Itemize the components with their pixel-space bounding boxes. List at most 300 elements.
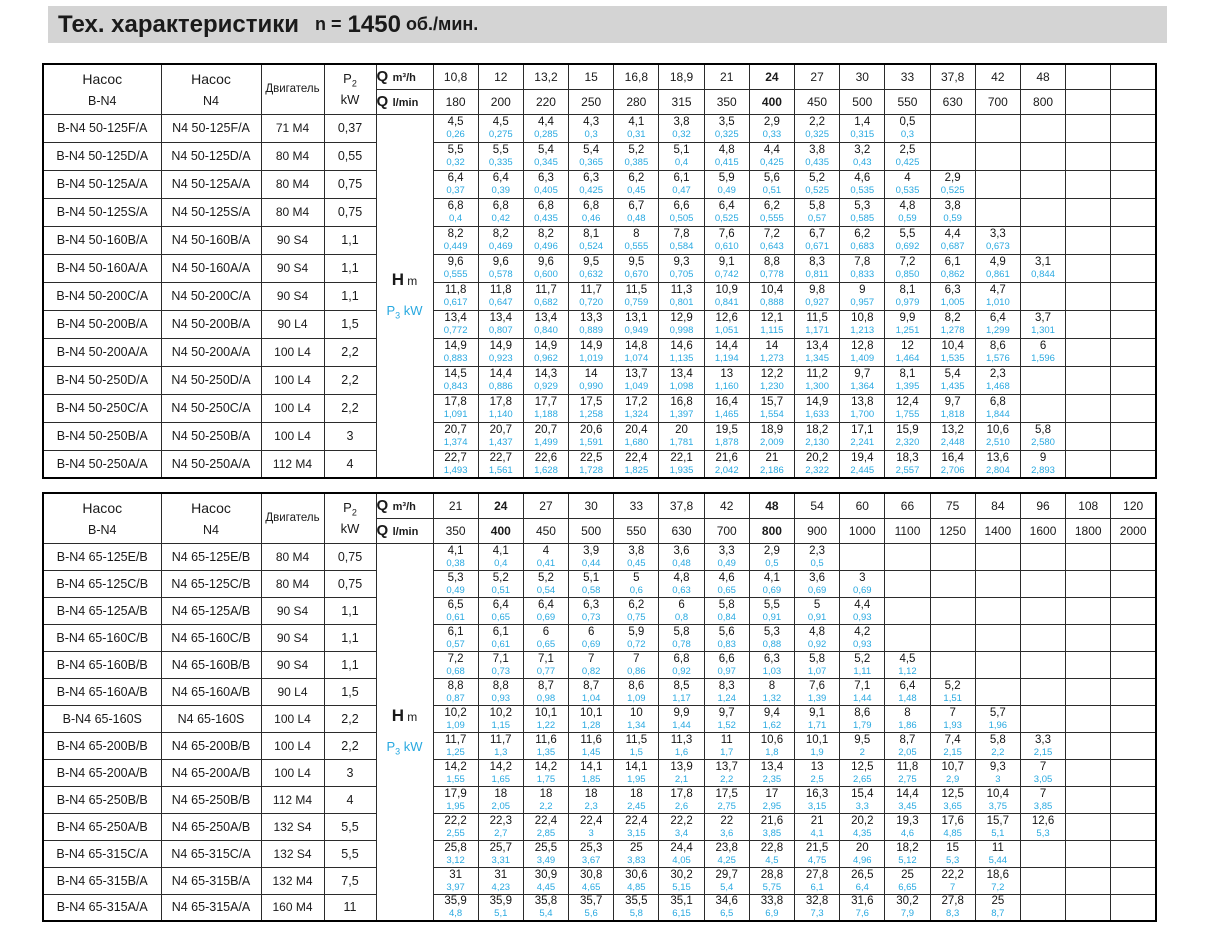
h-value: 5,9 xyxy=(718,172,735,184)
data-cell xyxy=(569,142,614,170)
p3-value: 2,241 xyxy=(850,437,875,448)
p3-value: 0,687 xyxy=(940,241,965,252)
data-cell xyxy=(1111,254,1156,282)
data-cell xyxy=(478,543,523,570)
p3-value: 5,44 xyxy=(988,854,1008,866)
h-value: 5,2 xyxy=(628,144,645,156)
h-value: 6,3 xyxy=(944,284,961,296)
data-cell xyxy=(930,310,975,338)
h-value: 0,5 xyxy=(899,116,916,128)
pump-bn4-cell: B-N4 50-125S/A xyxy=(43,198,161,226)
data-cell xyxy=(1111,624,1156,651)
p3-value: 1,464 xyxy=(895,353,920,364)
pump-row xyxy=(43,840,1156,867)
pump-n4-cell: N4 65-315C/A xyxy=(161,840,261,867)
p3-value: 0,65 xyxy=(491,611,511,623)
h-value: 3,5 xyxy=(718,116,735,128)
data-cell xyxy=(614,678,659,705)
h-value: 4 xyxy=(904,172,911,184)
pump-bn4-cell: B-N4 65-160A/B xyxy=(43,678,161,705)
p3-value: 8,3 xyxy=(946,908,960,920)
pump-bn4-cell: B-N4 65-250B/B xyxy=(43,786,161,813)
p3-value: 3 xyxy=(588,827,594,839)
h-value: 2,9 xyxy=(763,116,780,128)
pump-row xyxy=(43,394,1156,422)
p3-value: 0,5 xyxy=(810,557,824,569)
p3-value: 1,95 xyxy=(627,773,646,785)
data-cell xyxy=(569,813,614,840)
data-cell xyxy=(704,282,749,310)
p3-value: 1,45 xyxy=(581,746,601,758)
pump-n4-cell: N4 65-200B/B xyxy=(161,732,261,759)
data-cell xyxy=(704,394,749,422)
data-cell xyxy=(975,813,1020,840)
pump-row xyxy=(43,867,1156,894)
data-cell xyxy=(523,678,568,705)
data-cell xyxy=(840,732,885,759)
data-cell xyxy=(930,543,975,570)
data-cell xyxy=(478,759,523,786)
h-value: 5,5 xyxy=(447,144,464,156)
p3-value: 2,706 xyxy=(940,464,965,476)
p3-value: 1,115 xyxy=(760,325,784,336)
h-value: 20,2 xyxy=(851,814,874,827)
p3-value: 1,86 xyxy=(898,719,917,731)
data-cell xyxy=(614,624,659,651)
data-cell xyxy=(1111,813,1156,840)
p3-value: 5,4 xyxy=(539,908,553,920)
p3-value: 0,496 xyxy=(534,241,558,252)
data-cell xyxy=(749,170,794,198)
p3-value: 0,285 xyxy=(534,129,558,140)
data-cell xyxy=(885,543,930,570)
h-value: 5 xyxy=(633,571,640,584)
h-value: 14,8 xyxy=(625,340,648,352)
h-value: 20,2 xyxy=(805,451,829,464)
q-m3h-value: 27 xyxy=(795,64,840,89)
h-value: 14 xyxy=(584,368,598,380)
pump-bn4-cell: B-N4 65-160C/B xyxy=(43,624,161,651)
h-value: 14,9 xyxy=(805,396,829,408)
h-value: 6,3 xyxy=(763,652,780,665)
p2-cell: 1,1 xyxy=(324,597,376,624)
data-cell xyxy=(975,786,1020,813)
data-cell xyxy=(523,732,568,759)
data-cell xyxy=(930,651,975,678)
h-value: 5,2 xyxy=(492,571,509,584)
p3-value: 0,63 xyxy=(672,584,691,596)
p3-value: 3,67 xyxy=(581,854,601,866)
p3-value: 0,525 xyxy=(714,213,739,224)
data-cell xyxy=(930,813,975,840)
p3-value: 1,24 xyxy=(717,692,736,704)
data-cell xyxy=(659,813,704,840)
data-cell xyxy=(614,786,659,813)
data-cell xyxy=(1020,282,1065,310)
data-cell xyxy=(975,678,1020,705)
data-cell xyxy=(749,338,794,366)
data-cell xyxy=(1111,543,1156,570)
data-cell xyxy=(885,813,930,840)
p3-value: 0,98 xyxy=(536,692,556,704)
data-cell xyxy=(1066,282,1111,310)
data-cell xyxy=(795,338,840,366)
p3-value: 0,57 xyxy=(807,213,827,224)
data-cell xyxy=(433,114,478,142)
h-value: 16,3 xyxy=(805,787,829,800)
data-cell xyxy=(930,422,975,450)
data-cell xyxy=(659,366,704,394)
p3-value: 1,395 xyxy=(895,381,920,392)
data-cell xyxy=(885,394,930,422)
h-value: 11,3 xyxy=(670,733,693,746)
h-value: 9,6 xyxy=(537,256,554,268)
h-value: 13,9 xyxy=(670,760,693,773)
p2-cell: 3 xyxy=(324,759,376,786)
p3-value: 0,425 xyxy=(579,185,604,196)
p3-value: 0,47 xyxy=(672,185,691,196)
h-value: 6,2 xyxy=(763,200,780,212)
motor-cell: 90 L4 xyxy=(261,310,324,338)
data-cell xyxy=(704,894,749,921)
q-m3h-value: 33 xyxy=(614,493,659,518)
data-cell xyxy=(1020,170,1065,198)
data-cell xyxy=(749,894,794,921)
motor-cell: 80 M4 xyxy=(261,198,324,226)
data-cell xyxy=(840,840,885,867)
p3-value: 0,75 xyxy=(627,611,646,623)
p3-value: 1,160 xyxy=(714,381,739,392)
p3-value: 6,65 xyxy=(898,881,917,893)
p3-value: 3,45 xyxy=(898,800,917,812)
data-cell xyxy=(795,813,840,840)
h-value: 12,4 xyxy=(896,396,919,408)
data-cell xyxy=(1066,759,1111,786)
q-m3h-value: 42 xyxy=(975,64,1020,89)
q-lmin-value: 900 xyxy=(795,518,840,543)
data-cell xyxy=(840,813,885,840)
p3-value: 1,5 xyxy=(629,746,643,758)
h-value: 8,2 xyxy=(492,228,509,240)
data-cell xyxy=(569,543,614,570)
data-cell xyxy=(795,310,840,338)
data-cell xyxy=(659,597,704,624)
data-cell xyxy=(930,450,975,478)
spec-table-65 xyxy=(42,492,1157,922)
p3-value: 0,325 xyxy=(805,129,829,140)
data-cell xyxy=(569,759,614,786)
h-value: 14,2 xyxy=(444,760,467,773)
pump-n4-cell: N4 65-125C/B xyxy=(161,570,261,597)
data-cell xyxy=(885,114,930,142)
data-cell xyxy=(840,198,885,226)
h-value: 4,4 xyxy=(537,116,554,128)
data-cell xyxy=(614,597,659,624)
pump-row xyxy=(43,894,1156,921)
data-cell xyxy=(704,624,749,651)
p3-value: 0,65 xyxy=(536,638,556,650)
p3-value: 2,3 xyxy=(584,800,598,812)
p3-value: 0,84 xyxy=(717,611,736,623)
q-m3h-value: 48 xyxy=(1020,64,1065,89)
p3-value: 4,23 xyxy=(491,881,511,893)
h-p3-axis-label xyxy=(376,543,433,921)
p3-value: 2,580 xyxy=(1031,437,1055,448)
data-cell xyxy=(1020,651,1065,678)
q-lmin-value: 500 xyxy=(569,518,614,543)
p3-subscript: 3 xyxy=(395,747,401,758)
h-value: 12,2 xyxy=(760,368,784,380)
p3-value: 0,3 xyxy=(584,129,598,140)
p3-value: 0,525 xyxy=(805,185,829,196)
p3-value: 0,325 xyxy=(714,129,739,140)
p3-value: 3,83 xyxy=(627,854,646,866)
data-cell xyxy=(523,651,568,678)
h-value: 9,9 xyxy=(673,706,690,719)
p3-value: 3,15 xyxy=(807,800,827,812)
h-value: 7 xyxy=(633,652,640,665)
p3-kw-label xyxy=(377,739,433,757)
h-value: 17,1 xyxy=(851,424,874,436)
p3-value: 1,75 xyxy=(536,773,556,785)
data-cell xyxy=(704,142,749,170)
data-cell xyxy=(1020,597,1065,624)
p3-value: 1,437 xyxy=(488,437,513,448)
data-cell xyxy=(614,840,659,867)
p3-value: 1,591 xyxy=(579,437,604,448)
pump-n4-cell: N4 50-200C/A xyxy=(161,282,261,310)
data-cell xyxy=(795,678,840,705)
h-value: 25 xyxy=(901,868,914,881)
h-value: 3,3 xyxy=(718,544,735,557)
h-value: 13,7 xyxy=(715,760,738,773)
motor-cell: 80 M4 xyxy=(261,543,324,570)
header-p2: $P_2$ kW xyxy=(324,493,376,543)
pump-row xyxy=(43,597,1156,624)
p3-value: 0,692 xyxy=(895,241,920,252)
data-cell xyxy=(523,338,568,366)
pump-row xyxy=(43,705,1156,732)
p3-value: 2,448 xyxy=(940,437,965,448)
q-m3h-value: 30 xyxy=(569,493,614,518)
data-cell xyxy=(433,867,478,894)
p3-value: 1,935 xyxy=(669,464,694,476)
h-value: 18,6 xyxy=(986,868,1010,881)
data-cell xyxy=(795,867,840,894)
q-m3h-value: 33 xyxy=(885,64,930,89)
p3-value: 7 xyxy=(950,881,956,893)
motor-cell: 80 M4 xyxy=(261,570,324,597)
p3-value: 1,79 xyxy=(853,719,872,731)
p3-value: 2,05 xyxy=(491,800,511,812)
p3-value: 0,888 xyxy=(760,297,784,308)
h-value: 21,6 xyxy=(760,814,784,827)
h-value: 3,7 xyxy=(1035,312,1052,324)
h-value: 20,6 xyxy=(579,424,603,436)
data-cell xyxy=(433,597,478,624)
h-value: 5,4 xyxy=(944,368,961,380)
h-value: 13,2 xyxy=(941,424,964,436)
p3-value: 0,683 xyxy=(850,241,875,252)
header-pump-label: Насос xyxy=(82,499,123,516)
pump-n4-cell: N4 50-125A/A xyxy=(161,170,261,198)
p3-value: 0,682 xyxy=(534,297,558,308)
data-cell xyxy=(885,759,930,786)
p3-value: 0,600 xyxy=(534,269,558,280)
h-value: 6,8 xyxy=(989,396,1006,408)
h-value: 5,2 xyxy=(854,652,871,665)
p3-value: 0,990 xyxy=(579,381,604,392)
data-cell xyxy=(1020,310,1065,338)
h-value: 14,9 xyxy=(534,340,558,352)
p3-value: 1,194 xyxy=(714,353,739,364)
data-cell xyxy=(1111,170,1156,198)
data-cell xyxy=(885,198,930,226)
data-cell xyxy=(433,894,478,921)
h-value: 17,8 xyxy=(489,396,512,408)
h-value: 22,4 xyxy=(534,814,558,827)
p3-value: 1,6 xyxy=(674,746,689,758)
data-cell xyxy=(569,254,614,282)
p3-value: 1,300 xyxy=(805,381,829,392)
p3-unit: kW xyxy=(400,303,423,319)
data-cell xyxy=(569,450,614,478)
h-value: 23,8 xyxy=(715,841,738,854)
h-value: 5,8 xyxy=(1035,424,1052,436)
data-cell xyxy=(885,570,930,597)
pump-n4-cell: N4 50-200A/A xyxy=(161,338,261,366)
data-cell xyxy=(975,226,1020,254)
h-value: 4,3 xyxy=(583,116,600,128)
h-value: 11,8 xyxy=(896,760,919,773)
header-motor: Двигатель xyxy=(261,493,324,543)
h-value: 14,4 xyxy=(489,368,512,380)
h-value: 18,9 xyxy=(760,424,784,436)
p3-value: 5,6 xyxy=(584,908,598,920)
h-value: 8,3 xyxy=(809,256,826,268)
data-cell xyxy=(569,867,614,894)
p2-cell: 1,1 xyxy=(324,226,376,254)
p3-value: 2,15 xyxy=(943,746,962,758)
h-value: 2,3 xyxy=(809,544,826,557)
p3-value: 0,610 xyxy=(714,241,739,252)
p3-value: 0,48 xyxy=(627,213,646,224)
p3-value: 4,45 xyxy=(536,881,556,893)
h-value: 27,8 xyxy=(941,895,964,908)
data-cell xyxy=(704,450,749,478)
pump-row xyxy=(43,198,1156,226)
pump-row xyxy=(43,254,1156,282)
h-value: 3,6 xyxy=(809,571,826,584)
p3-value: 2,445 xyxy=(850,464,875,476)
p3-value: 1,71 xyxy=(807,719,827,731)
data-cell xyxy=(478,170,523,198)
data-cell xyxy=(569,422,614,450)
p3-value: 0,86 xyxy=(627,665,646,677)
data-cell xyxy=(749,705,794,732)
h-value: 3,8 xyxy=(673,116,690,128)
h-value: 4,7 xyxy=(989,284,1006,296)
h-value: 6,1 xyxy=(447,625,464,638)
data-cell xyxy=(523,226,568,254)
p3-value: 5,3 xyxy=(1036,827,1050,839)
motor-cell: 100 L4 xyxy=(261,705,324,732)
h-value: 31 xyxy=(449,868,462,881)
h-value: 25,8 xyxy=(444,841,467,854)
data-cell xyxy=(1066,254,1111,282)
p3-value: 0,720 xyxy=(579,297,604,308)
p3-value: 1,213 xyxy=(850,325,875,336)
q-m3h-value: 37,8 xyxy=(930,64,975,89)
p3-value: 5,8 xyxy=(629,908,643,920)
h-value: 8,6 xyxy=(628,679,645,692)
p2-cell: 0,37 xyxy=(324,114,376,142)
h-value: 11,7 xyxy=(490,733,512,746)
h-value: 6 xyxy=(587,625,595,638)
motor-cell: 100 L4 xyxy=(261,422,324,450)
p3-value: 2,510 xyxy=(985,437,1010,448)
data-cell xyxy=(749,597,794,624)
h-value: 5,1 xyxy=(673,144,690,156)
q-lmin-value: 1600 xyxy=(1020,518,1065,543)
motor-cell: 100 L4 xyxy=(261,759,324,786)
h-value: 3,1 xyxy=(1035,256,1052,268)
pump-n4-cell: N4 50-125S/A xyxy=(161,198,261,226)
data-cell xyxy=(795,651,840,678)
data-cell xyxy=(749,813,794,840)
data-cell xyxy=(885,226,930,254)
p3-value: 0,54 xyxy=(536,584,556,596)
pump-row xyxy=(43,651,1156,678)
title-units: об./мин. xyxy=(405,14,479,34)
data-cell xyxy=(614,894,659,921)
q-lmin-value: 1400 xyxy=(975,518,1020,543)
h-value: 20,4 xyxy=(625,424,648,436)
data-cell xyxy=(569,170,614,198)
q-lmin-value: 400 xyxy=(749,89,794,114)
p3-value: 0,632 xyxy=(579,269,604,280)
pump-n4-cell: N4 65-160C/B xyxy=(161,624,261,651)
motor-cell: 90 S4 xyxy=(261,651,324,678)
h-value: 4,9 xyxy=(989,256,1006,268)
p3-value: 0,862 xyxy=(940,269,965,280)
data-cell xyxy=(569,732,614,759)
h-value: 14,2 xyxy=(489,760,512,773)
motor-cell: 100 L4 xyxy=(261,732,324,759)
h-value: 22,1 xyxy=(670,451,693,464)
p3-value: 1,15 xyxy=(491,719,511,731)
motor-cell: 71 M4 xyxy=(261,114,324,142)
h-value: 14,2 xyxy=(534,760,558,773)
pump-bn4-cell: B-N4 50-160B/A xyxy=(43,226,161,254)
h-value: 30,2 xyxy=(896,895,919,908)
data-cell xyxy=(659,867,704,894)
data-cell xyxy=(478,338,523,366)
p3-value: 5,15 xyxy=(672,881,691,893)
p3-value: 2,804 xyxy=(985,464,1010,476)
p3-value: 0,555 xyxy=(624,241,649,252)
h-value: 10,2 xyxy=(489,706,512,719)
h-value: 4,8 xyxy=(718,144,735,156)
data-cell xyxy=(1066,114,1111,142)
data-cell xyxy=(930,624,975,651)
q-m3h-value: 12 xyxy=(478,64,523,89)
data-cell xyxy=(433,732,478,759)
p3-value: 0,365 xyxy=(579,157,604,168)
p3-value: 1,188 xyxy=(534,409,558,420)
data-cell xyxy=(659,450,704,478)
data-cell xyxy=(975,254,1020,282)
